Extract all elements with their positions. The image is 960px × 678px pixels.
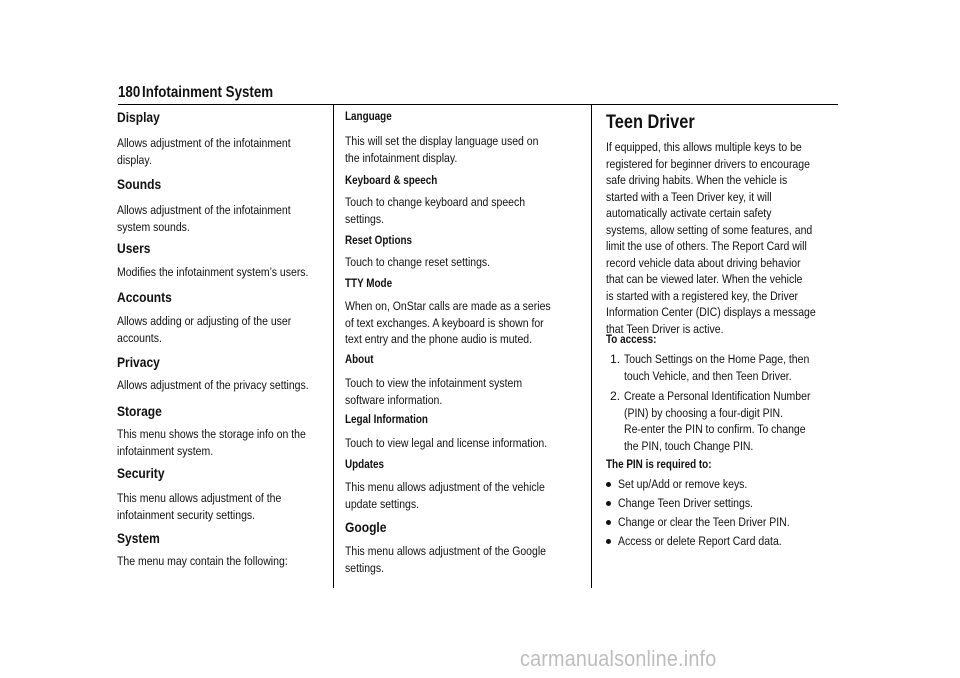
item-heading: Reset Options (345, 235, 413, 247)
bullet-text: Access or delete Report Card data. (618, 534, 782, 548)
text-line: infotainment security settings. (117, 507, 256, 522)
text-line: This menu allows adjustment of the Google (345, 544, 546, 558)
step-2 (606, 388, 838, 454)
bullet-item (606, 476, 838, 493)
system-section (117, 530, 322, 547)
item-heading: About (345, 354, 374, 366)
text-line: that Teen Driver is active. (606, 321, 724, 336)
section-heading: Privacy (117, 354, 160, 370)
text-line: started with a Teen Driver key, it will (606, 189, 772, 204)
keyboard-item (345, 174, 580, 189)
text-line: record vehicle data about driving behavior (606, 255, 801, 270)
text-line: (PIN) by choosing a four-digit PIN. (624, 405, 784, 420)
text-line: display. (117, 152, 152, 167)
text-line: registered for beginner drivers to encourage (606, 156, 810, 171)
section-title: Teen Driver (606, 112, 695, 133)
text-line: systems, allow setting of some features, and (606, 222, 813, 237)
text-line: Allows adding or adjusting of the user (117, 314, 292, 328)
step-number: 2. (610, 389, 621, 403)
text-line: Allows adjustment of the infotainment (117, 136, 291, 150)
keyboard-description (345, 194, 580, 227)
text-line: settings. (345, 211, 385, 226)
column-divider (591, 105, 592, 588)
pin-required-heading: The PIN is required to: (606, 459, 712, 471)
text-line: of text exchanges. A keyboard is shown for (345, 315, 544, 330)
step-1 (606, 351, 838, 384)
section-heading: Storage (117, 403, 162, 419)
updates-description (345, 479, 580, 512)
about-item (345, 353, 580, 368)
bullet-icon (606, 539, 611, 544)
text-line: If equipped, this allows multiple keys to be (606, 140, 802, 154)
text-line: Information Center (DIC) displays a message (606, 305, 816, 319)
google-description (345, 543, 580, 576)
language-description (345, 133, 580, 166)
bullet-icon (606, 520, 611, 525)
legal-information-description (345, 435, 580, 452)
text-line: Allows adjustment of the privacy settings. (117, 378, 309, 392)
page-section-title: Infotainment System (142, 84, 274, 101)
bullet-text: Change or clear the Teen Driver PIN. (618, 515, 790, 529)
section-heading: Google (345, 519, 387, 535)
security-description (117, 490, 322, 523)
text-line: update settings. (345, 496, 420, 511)
sounds-section (117, 176, 322, 193)
text-line: Create a Personal Identification Number (624, 389, 811, 403)
security-section (117, 465, 322, 482)
legal-information-item (345, 413, 580, 428)
accounts-description (117, 313, 322, 346)
accounts-section (117, 289, 322, 306)
pin-heading-wrap (606, 458, 838, 473)
watermark: carmanualsonline.info (520, 646, 717, 671)
tty-mode-item (345, 277, 580, 292)
item-heading: Updates (345, 459, 385, 471)
users-section (117, 240, 322, 257)
text-line: limit the use of others. The Report Card will (606, 239, 807, 253)
text-line: accounts. (117, 330, 162, 345)
teen-driver-section (606, 112, 838, 134)
language-item (345, 110, 580, 125)
updates-item (345, 458, 580, 473)
section-heading: Sounds (117, 176, 162, 192)
to-access-heading: To access: (606, 334, 657, 346)
text-line: Allows adjustment of the infotainment (117, 203, 291, 217)
text-line: The menu may contain the following: (117, 554, 288, 568)
google-section (345, 519, 580, 536)
display-description (117, 135, 322, 168)
bullet-item (606, 495, 838, 512)
text-line: Touch to view the infotainment system (345, 376, 523, 390)
text-line: touch Vehicle, and then Teen Driver. (624, 368, 792, 383)
reset-options-item (345, 234, 580, 249)
storage-section (117, 403, 322, 420)
text-line: text entry and the phone audio is muted. (345, 332, 533, 346)
item-heading: Keyboard & speech (345, 175, 438, 187)
to-access-heading-wrap (606, 333, 838, 348)
page-number: 180 (118, 84, 141, 101)
about-description (345, 375, 580, 408)
section-heading: Security (117, 465, 165, 481)
text-line: is started with a registered key, the Driver (606, 288, 799, 303)
text-line: that can be viewed later. When the vehicle (606, 272, 803, 286)
tty-mode-description (345, 298, 580, 348)
section-heading: System (117, 530, 160, 546)
system-description (117, 553, 322, 570)
item-heading: Language (345, 111, 392, 123)
text-line: This menu allows adjustment of the vehicle (345, 480, 545, 494)
section-heading: Users (117, 240, 151, 256)
text-line: Touch Settings on the Home Page, then (624, 352, 810, 366)
item-heading: TTY Mode (345, 278, 393, 290)
text-line: This menu shows the storage info on the (117, 427, 306, 441)
bullet-icon (606, 501, 611, 506)
text-line: Re-enter the PIN to confirm. To change (624, 422, 806, 436)
text-line: This menu allows adjustment of the (117, 491, 282, 505)
privacy-section (117, 354, 322, 371)
text-line: infotainment system. (117, 443, 214, 458)
section-heading: Display (117, 109, 160, 125)
bullet-item (606, 533, 838, 550)
display-section (117, 109, 322, 126)
text-line: system sounds. (117, 219, 190, 234)
page-header (118, 82, 838, 105)
text-line: Touch to change keyboard and speech (345, 195, 526, 209)
step-number: 1. (610, 352, 621, 366)
bullet-item (606, 514, 838, 531)
text-line: This will set the display language used on (345, 134, 539, 148)
storage-description (117, 426, 322, 459)
text-line: settings. (345, 560, 385, 575)
text-line: When on, OnStar calls are made as a series (345, 299, 551, 313)
privacy-description (117, 377, 322, 394)
bullet-text: Change Teen Driver settings. (618, 496, 753, 510)
section-heading: Accounts (117, 289, 172, 305)
text-line: the PIN, touch Change PIN. (624, 438, 754, 453)
text-line: automatically activate certain safety (606, 206, 772, 220)
reset-options-description (345, 254, 580, 271)
users-description (117, 264, 322, 281)
text-line: Touch to change reset settings. (345, 255, 491, 269)
column-divider (333, 105, 334, 588)
teen-driver-intro (606, 139, 838, 337)
sounds-description (117, 202, 322, 235)
text-line: software information. (345, 392, 443, 407)
text-line: the infotainment display. (345, 150, 458, 165)
text-line: Touch to view legal and license information. (345, 436, 548, 450)
item-heading: Legal Information (345, 414, 428, 426)
bullet-text: Set up/Add or remove keys. (618, 477, 748, 491)
bullet-icon (606, 482, 611, 487)
text-line: safe driving habits. When the vehicle is (606, 173, 788, 187)
text-line: Modifies the infotainment system’s users. (117, 265, 309, 279)
